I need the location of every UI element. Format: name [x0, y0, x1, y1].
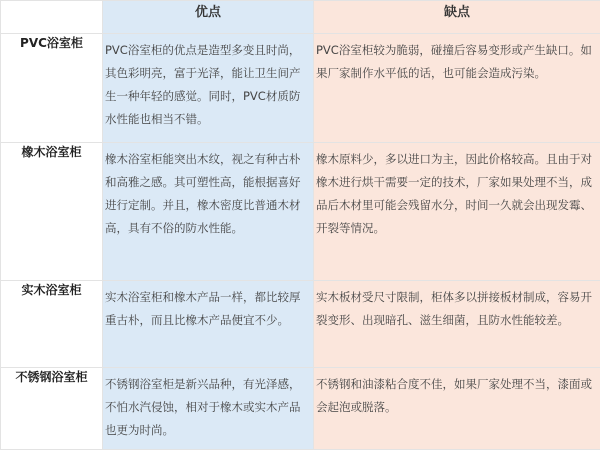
table-row: [1, 143, 600, 281]
table-row: [1, 368, 600, 450]
header-row: [1, 1, 600, 34]
row-name: 不锈钢浴室柜: [1, 368, 103, 450]
cons-cell: [314, 34, 600, 143]
cons-text: 不锈钢和油漆粘合度不佳，如果厂家处理不当，漆面或会起泡或脱落。: [316, 377, 592, 414]
row-name: 实木浴室柜: [1, 281, 103, 368]
pros-cell: [103, 34, 314, 143]
cons-cell: [314, 281, 600, 368]
header-blank-cell: [1, 1, 103, 34]
header-cons: 缺点: [314, 1, 600, 34]
pros-cell: [103, 281, 314, 368]
pros-text: PVC浴室柜的优点是造型多变且时尚，其色彩明亮，富于光泽，能让卫生间产生一种年轻的感觉。同时，PVC材质防水性能也相当不错。: [105, 43, 301, 126]
table-row: [1, 281, 600, 368]
row-name: PVC浴室柜: [1, 34, 103, 143]
cons-text: 实木板材受尺寸限制，柜体多以拼接板材制成，容易开裂变形、出现暗孔、滋生细菌，且防水性能较差。: [316, 290, 592, 327]
header-pros: 优点: [103, 1, 314, 34]
pros-cell: [103, 143, 314, 281]
cons-text: PVC浴室柜较为脆弱，碰撞后容易变形或产生缺口。如果厂家制作水平低的话，也可能会造成污染。: [316, 43, 592, 80]
cons-cell: [314, 368, 600, 450]
cons-cell: [314, 143, 600, 281]
pros-text: 实木浴室柜和橡木产品一样，都比较厚重古朴，而且比橡木产品便宜不少。: [105, 290, 301, 327]
pros-cell: [103, 368, 314, 450]
row-name: 橡木浴室柜: [1, 143, 103, 281]
cons-text: 橡木原料少，多以进口为主，因此价格较高。且由于对橡木进行烘干需要一定的技术，厂家如果处理不当，成品后木材里可能会残留水分，时间一久就会出现发霉、开裂等情况。: [316, 152, 592, 235]
pros-text: 橡木浴室柜能突出木纹，视之有种古朴和高雅之感。其可塑性高，能根据喜好进行定制。并且，橡木密度比普通木材高，具有不俗的防水性能。: [105, 152, 301, 235]
table-row: [1, 34, 600, 143]
pros-text: 不锈钢浴室柜是新兴品种，有光泽感，不怕水汽侵蚀，相对于橡木或实木产品也更为时尚。: [105, 377, 301, 437]
